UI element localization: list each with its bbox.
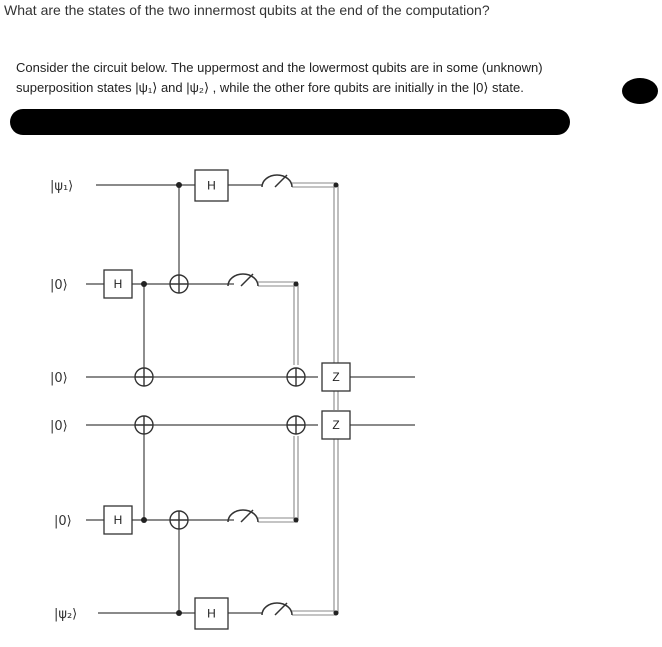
control-dot-q1-end bbox=[334, 183, 339, 188]
z-gate-q3 bbox=[322, 363, 350, 391]
measurement-icon-q6 bbox=[262, 603, 292, 615]
hadamard-gate-q1 bbox=[195, 170, 228, 201]
hadamard-gate-q5 bbox=[104, 506, 132, 534]
problem-line-2: superposition states |ψ₁⟩ and |ψ₂⟩ , while the other fore qubits are initially in the |0⟩ state. bbox=[16, 80, 524, 95]
z-gate-q4 bbox=[322, 411, 350, 439]
hadamard-gate-q6 bbox=[195, 598, 228, 629]
qubit-label-2: |0⟩ bbox=[50, 278, 68, 293]
hadamard-gate-q2 bbox=[104, 270, 132, 298]
cnot-target-q3 bbox=[135, 368, 153, 386]
question-text: What are the states of the two innermost qubits at the end of the computation? bbox=[4, 2, 490, 18]
control-dot-q6-end bbox=[334, 611, 339, 616]
measurement-icon-q1 bbox=[262, 175, 292, 187]
qubit-label-1: |ψ₁⟩ bbox=[50, 179, 74, 194]
qubit-label-5: |0⟩ bbox=[54, 514, 72, 529]
svg-text:H: H bbox=[113, 513, 123, 527]
cnot-target-q5 bbox=[170, 511, 188, 529]
qubit-label-4: |0⟩ bbox=[50, 419, 68, 434]
control-dot-q2 bbox=[141, 281, 147, 287]
cnot-target-q2 bbox=[170, 275, 188, 293]
qubit-label-3: |0⟩ bbox=[50, 371, 68, 386]
cc-target-q3 bbox=[287, 368, 305, 386]
svg-text:Z: Z bbox=[332, 370, 340, 384]
svg-text:H: H bbox=[207, 178, 216, 193]
qubit-label-6: |ψ₂⟩ bbox=[54, 607, 78, 622]
svg-text:Z: Z bbox=[332, 418, 340, 432]
control-dot-q2-end bbox=[294, 282, 299, 287]
svg-text:H: H bbox=[113, 277, 123, 291]
cc-target-q4 bbox=[287, 416, 305, 434]
control-dot-q5-end bbox=[294, 518, 299, 523]
control-dot-q1 bbox=[176, 182, 182, 188]
control-dot-q5 bbox=[141, 517, 147, 523]
svg-text:H: H bbox=[207, 606, 216, 621]
problem-line-1: Consider the circuit below. The uppermost and the lowermost qubits are in some (unknown) bbox=[16, 60, 543, 75]
cnot-target-q4 bbox=[135, 416, 153, 434]
control-dot-q6 bbox=[176, 610, 182, 616]
